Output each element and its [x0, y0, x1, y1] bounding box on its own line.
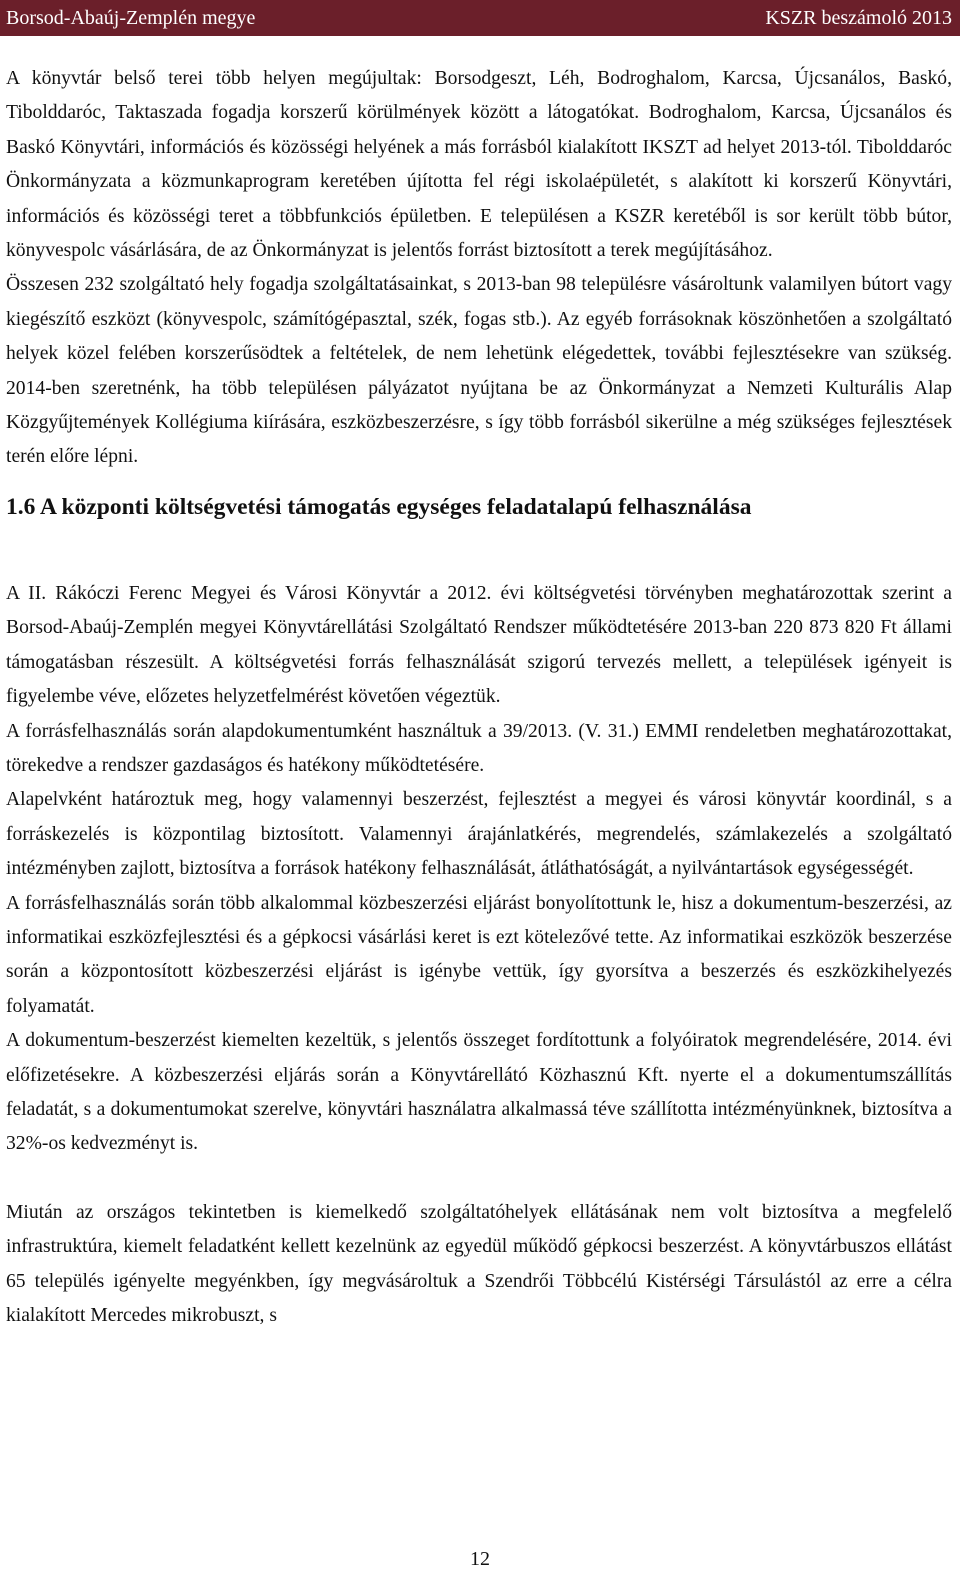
paragraph-funding: A II. Rákóczi Ferenc Megyei és Városi Könyvtár a 2012. évi költségvetési törvényben meghatározottak szerint a Borsod-Abaúj-Zemplén megyei Könyvtárellátási Szolgáltató Rendszer működtetésére 2013-ban 220 873 820 Ft állami támogatásban részesült. A költségvetési forrás felhasználását szigorú tervezés mellett, a települések igényeit is figyelembe véve, előzetes helyzetfelmérést követően végeztük. [6, 582, 952, 708]
paragraph-document-acquisition: A dokumentum-beszerzést kiemelten kezeltük, s jelentős összeget fordítottunk a folyóiratok megrendelésére, 2014. évi előfizetésekre. A közbeszerzési eljárás során a Könyvtárellátó Közhasznú Kft. nyerte el a dokumentumszállítás feladatát, s a dokumentumokat szerelve, könyvtári használatra alkalmassá téve szállította intézményünknek, biztosítva a 32%-os kedvezményt is. [6, 1030, 952, 1155]
section-heading: 1.6 A központi költségvetési támogatás egységes feladatalapú felhasználása [6, 493, 752, 520]
document-body [6, 62, 952, 1333]
paragraph-procurement: A forrásfelhasználás során több alkalommal közbeszerzési eljárást bonyolítottunk le, hisz a dokumentum-beszerzési, az informatikai eszközfejlesztési és a gépkocsi vásárlási keret is ezt kötelezővé tette. Az informatikai eszközök beszerzése során a központosított közbeszerzési eljárást is igénybe vettük, így gyorsítva a beszerzés és eszközkihelyezés folyamatát. [6, 892, 952, 1017]
header-report-title: KSZR beszámoló 2013 [765, 7, 952, 29]
paragraph-service-points: Összesen 232 szolgáltató hely fogadja szolgáltatásainkat, s 2013-ban 98 településre vásároltunk valamilyen bútort vagy kiegészítő eszközt (könyvespolc, számítógépasztal, szék, fogas stb.). Az egyéb forrásoknak köszönhetően a szolgáltató helyek közel felében korszerűsödtek a feltételek, de nem lehetünk elégedettek, további fejlesztésekre van szükség. 2014-ben szeretnénk, ha több településen pályázatot nyújtana be az Önkormányzat a Nemzeti Kulturális Alap Közgyűjtemények Kollégiuma kiírására, eszközbeszerzésre, s így több forrásból sikerülne a még szükséges fejlesztések terén előre lépni. [6, 274, 952, 468]
page-number: 12 [470, 1548, 490, 1570]
paragraph-coordination: Alapelvként határoztuk meg, hogy valamennyi beszerzést, fejlesztést a megyei és városi könyvtár koordinál, s a forráskezelés is központilag biztosított. Valamennyi árajánlatkérés, megrendelés, számlakezelés a szolgáltató intézményben zajlott, biztosítva a források hatékony felhasználását, átláthatóságát, a nyilvántartások egységességét. [6, 789, 952, 880]
header-county: Borsod-Abaúj-Zemplén megye [6, 7, 256, 29]
paragraph-regulation: A forrásfelhasználás során alapdokumentumként használtuk a 39/2013. (V. 31.) EMMI rendeletben meghatározottakat, törekedve a rendszer gazdaságos és hatékony működtetésére. [6, 720, 952, 776]
paragraph-library-bus: Miután az országos tekintetben is kiemelkedő szolgáltatóhelyek ellátásának nem volt biztosítva a megfelelő infrastruktúra, kiemelt feladatként kellett kezelnünk az egyedül működő gépkocsi beszerzést. A könyvtárbuszos ellátást 65 település igényelte megyénkben, így megvásároltuk a Szendrői Többcélú Kistérségi Társulástól az erre a célra kialakított Mercedes mikrobuszt, s [6, 1201, 952, 1326]
page-header [0, 0, 960, 36]
paragraph-renovation: A könyvtár belső terei több helyen megújultak: Borsodgeszt, Léh, Bodroghalom, Karcsa, Újcsanálos, Baskó, Tibolddaróc, Taktaszada fogadja korszerű körülmények között a látogatókat. Bodroghalom, Karcsa, Újcsanálos és Baskó Könyvtári, információs és közösségi helyének a más forrásból kialakított IKSZT ad helyet 2013-tól. Tibolddaróc Önkormányzata a közmunkaprogram keretében újította fel régi iskolaépületét, s alakított ki korszerű Könyvtári, információs és közösségi teret a többfunkciós épületben. E településen a KSZR keretéből is sor került több bútor, könyvespolc vásárlására, de az Önkormányzat is jelentős forrást biztosított a terek megújításához. [6, 68, 952, 262]
